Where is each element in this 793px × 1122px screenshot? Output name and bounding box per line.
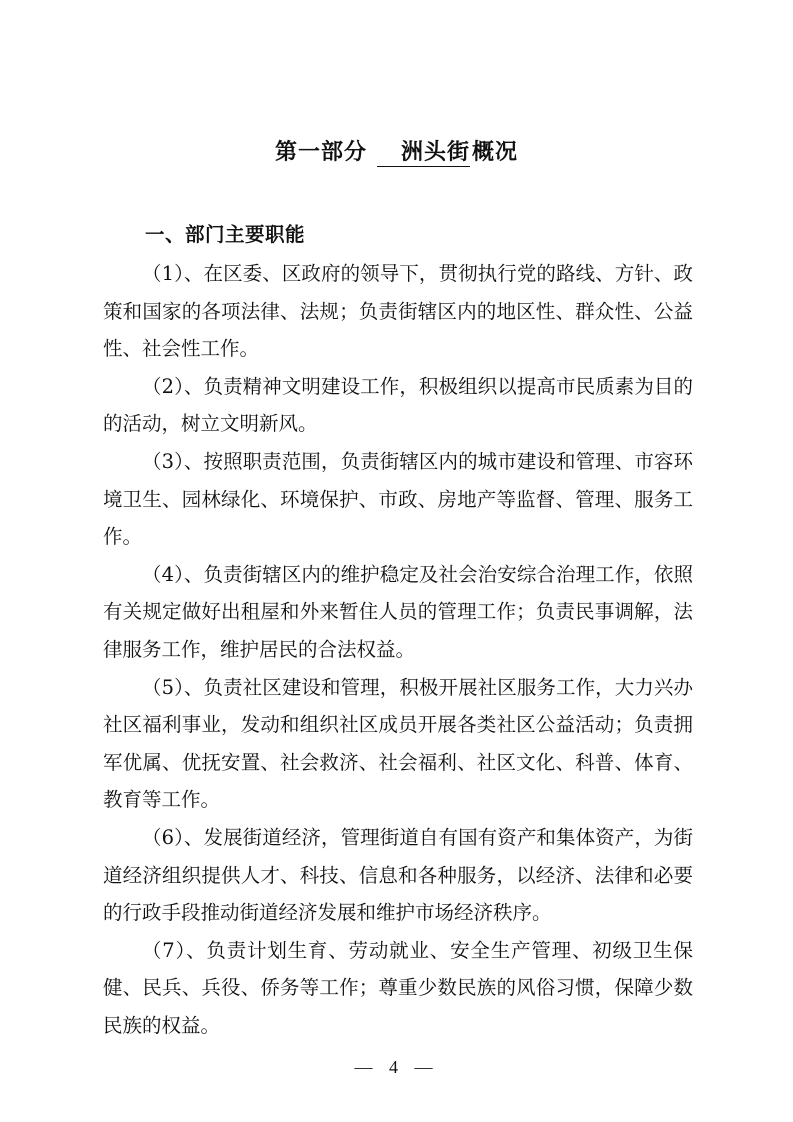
paragraph-5: （5）、负责社区建设和管理，积极开展社区服务工作，大力兴办社区福利事业，发动和组织社区成员开展各类社区公益活动；负责拥军优属、优抚安置、社会救济、社会福利、社区文化、科普、体育、教育等工作。 — [103, 675, 693, 812]
title-underlined-name: 洲头街 — [377, 140, 470, 167]
title-suffix: 概况 — [472, 140, 519, 165]
paragraph-1: （1）、在区委、区政府的领导下，贯彻执行党的路线、方针、政策和国家的各项法律、法规；负责街辖区内的地区性、群众性、公益性、社会性工作。 — [103, 262, 693, 361]
document-body — [103, 255, 693, 1044]
page-title — [0, 138, 793, 168]
paragraph-4: （4）、负责街辖区内的维护稳定及社会治安综合治理工作，依照有关规定做好出租屋和外来暂住人员的管理工作；负责民事调解，法律服务工作，维护居民的合法权益。 — [103, 562, 693, 661]
paragraph-2: （2）、负责精神文明建设工作，积极组织以提高市民质素为目的的活动，树立文明新风。 — [103, 374, 693, 436]
paragraph-3: （3）、按照职责范围，负责街辖区内的城市建设和管理、市容环境卫生、园林绿化、环境保护、市政、房地产等监督、管理、服务工作。 — [103, 449, 693, 549]
paragraph-6: （6）、发展街道经济，管理街道自有国有资产和集体资产，为街道经济组织提供人才、科技、信息和各种服务，以经济、法律和必要的行政手段推动街道经济发展和维护市场经济秩序。 — [103, 825, 693, 925]
page-number: — 4 — — [354, 1057, 439, 1077]
section-heading: 一、部门主要职能 — [145, 223, 306, 246]
title-prefix: 第一部分 — [274, 140, 367, 165]
paragraph-7: （7）、负责计划生育、劳动就业、安全生产管理、初级卫生保健、民兵、兵役、侨务等工作；尊重少数民族的风俗习惯，保障少数民族的权益。 — [103, 938, 693, 1037]
